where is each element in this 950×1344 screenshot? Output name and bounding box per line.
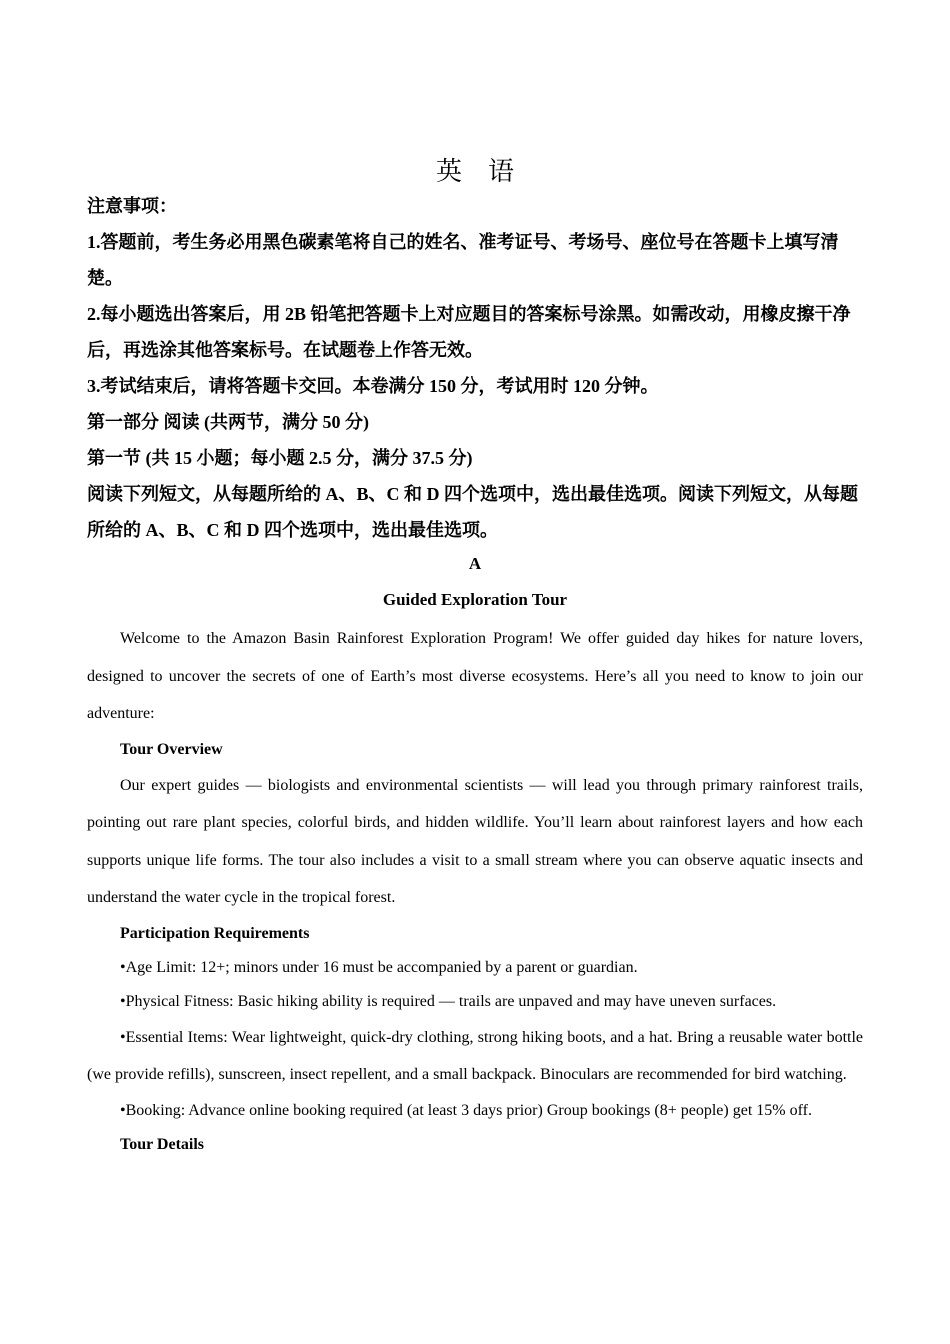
requirements-heading: Participation Requirements bbox=[120, 924, 310, 942]
passage-title: Guided Exploration Tour bbox=[382, 590, 568, 609]
page-title: 英语 bbox=[435, 157, 540, 187]
requirement-items: •Essential Items: Wear lightweight, quick-dry clothing, strong hiking boots, and a hat. Bring a reusable water bottle (we provide refills), sunscreen, insect repellent, and a small backpack. Binoculars are recommended for bird watching. bbox=[87, 1028, 863, 1083]
reading-instruction: 阅读下列短文，从每题所给的 A、B、C 和 D 四个选项中，选出最佳选项。阅读下列短文，从每题所给的 A、B、C 和 D 四个选项中，选出最佳选项。 bbox=[87, 484, 858, 540]
part-heading: 第一部分 阅读 (共两节，满分 50 分) bbox=[87, 412, 369, 432]
notes-heading: 注意事项： bbox=[87, 196, 177, 216]
requirement-booking: •Booking: Advance online booking required (at least 3 days prior) Group bookings (8+ people) get 15% off. bbox=[120, 1101, 812, 1119]
requirement-age: •Age Limit: 12+; minors under 16 must be accompanied by a parent or guardian. bbox=[120, 958, 638, 976]
note-item-2: 2.每小题选出答案后，用 2B 铅笔把答题卡上对应题目的答案标号涂黑。如需改动，用橡皮擦干净后，再选涂其他答案标号。在试题卷上作答无效。 bbox=[87, 304, 851, 360]
note-item-1: 1.答题前，考生务必用黑色碳素笔将自己的姓名、准考证号、考场号、座位号在答题卡上填写清楚。 bbox=[87, 232, 839, 288]
intro-paragraph: Welcome to the Amazon Basin Rainforest Exploration Program! We offer guided day hikes for nature lovers, designed to uncover the secrets of one of Earth’s most diverse ecosystems. Here’s all you need to know to join our adventure: bbox=[87, 630, 863, 722]
requirement-fitness: •Physical Fitness: Basic hiking ability is required — trails are unpaved and may have uneven surfaces. bbox=[120, 992, 777, 1010]
exam-notes bbox=[87, 188, 863, 548]
passage-label: A bbox=[468, 554, 482, 573]
section-heading: 第一节 (共 15 小题；每小题 2.5 分，满分 37.5 分) bbox=[87, 448, 473, 468]
tour-overview-heading: Tour Overview bbox=[120, 740, 223, 758]
note-item-3: 3.考试结束后，请将答题卡交回。本卷满分 150 分，考试用时 120 分钟。 bbox=[87, 376, 659, 396]
tour-details-heading: Tour Details bbox=[120, 1135, 205, 1153]
tour-overview-paragraph: Our expert guides — biologists and environmental scientists — will lead you through primary rainforest trails, pointing out rare plant species, colorful birds, and hidden wildlife. You’ll learn about rainforest layers and how each supports unique life forms. The tour also includes a visit to a small stream where you can observe aquatic insects and understand the water cycle in the tropical forest. bbox=[87, 776, 863, 906]
passage-body bbox=[87, 620, 863, 1162]
